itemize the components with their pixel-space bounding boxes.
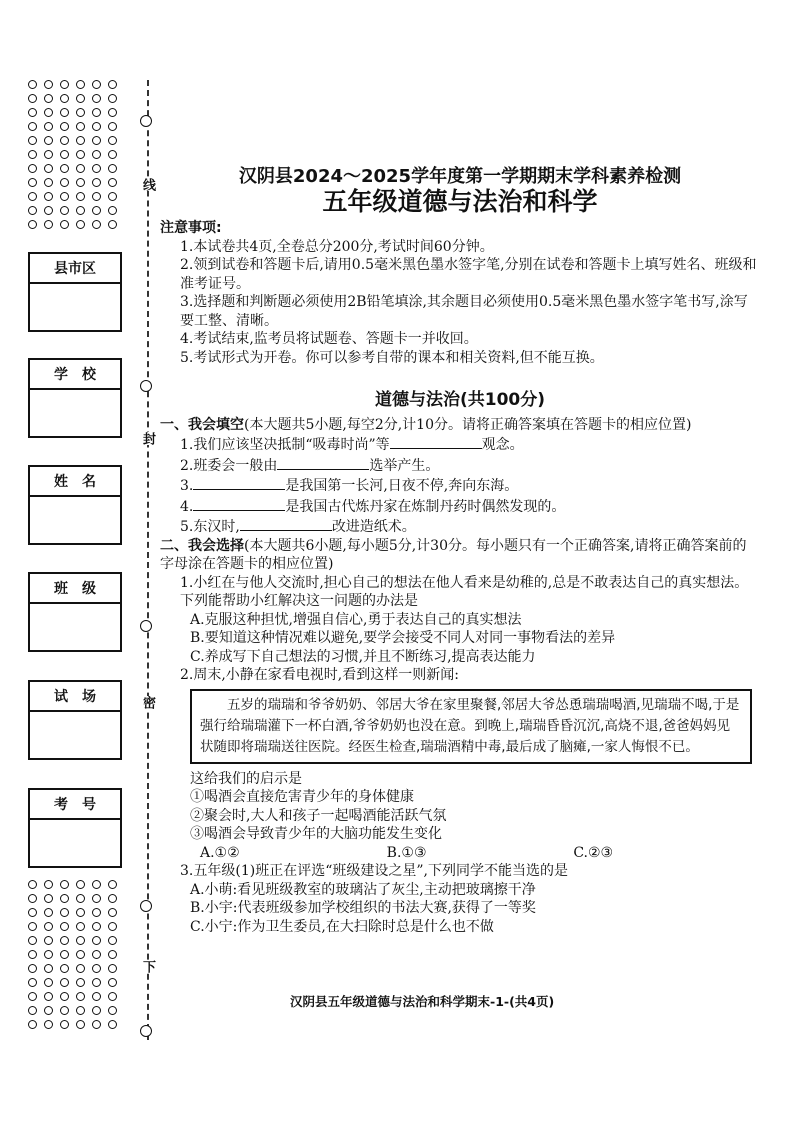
- binding-label-seal: 封: [137, 432, 157, 445]
- binding-dot: [92, 122, 101, 131]
- binding-dot: [44, 206, 53, 215]
- question-text: 2.班委会一般由: [180, 457, 278, 474]
- question-text: 5.东汉时,: [180, 519, 240, 535]
- binding-dot: [28, 108, 37, 117]
- binding-dot: [44, 122, 53, 131]
- binding-dot: [108, 936, 117, 945]
- binding-dot: [60, 936, 69, 945]
- fill-question-2: [160, 455, 760, 476]
- binding-dot: [28, 992, 37, 1001]
- binding-dot: [108, 220, 117, 229]
- answer-blank[interactable]: [240, 516, 332, 531]
- binding-dot: [92, 164, 101, 173]
- notice-item: 3.选择题和判断题必须使用2B铅笔填涂,其余题目必须使用0.5毫米黑色墨水签字笔书写,涂写要工整、清晰。: [180, 294, 748, 329]
- binding-dot: [92, 220, 101, 229]
- binding-dot: [28, 880, 37, 889]
- fill-question-5: [160, 516, 760, 537]
- info-box-label: 班 级: [30, 574, 120, 604]
- binding-dot: [28, 964, 37, 973]
- choice-option[interactable]: C.养成写下自己想法的习惯,并且不断练习,提高表达能力: [190, 648, 536, 665]
- info-box-exam-number[interactable]: [28, 788, 122, 868]
- binding-dot: [28, 978, 37, 987]
- binding-dot: [28, 164, 37, 173]
- info-box-label: 县市区: [30, 254, 120, 284]
- notice-item: 1.本试卷共4页,全卷总分200分,考试时间60分钟。: [180, 238, 494, 255]
- binding-cut-line: [147, 80, 149, 1040]
- binding-dot: [44, 992, 53, 1001]
- binding-circle-mark: [140, 620, 152, 632]
- binding-dot: [76, 150, 85, 159]
- binding-dot: [76, 206, 85, 215]
- statement-item: ③喝酒会导致青少年的大脑功能发生变化: [190, 826, 442, 842]
- binding-label-dense: 密: [137, 696, 157, 709]
- question-text: 改进造纸术。: [331, 519, 416, 535]
- binding-dot: [92, 922, 101, 931]
- binding-dot: [60, 1020, 69, 1029]
- binding-dot: [44, 164, 53, 173]
- info-box-school[interactable]: [28, 358, 122, 438]
- binding-dot: [76, 978, 85, 987]
- choice-option[interactable]: B.要知道这种情况难以避免,要学会接受不同人对同一事物看法的差异: [190, 630, 616, 646]
- binding-dot: [60, 922, 69, 931]
- binding-dot: [60, 94, 69, 103]
- binding-label-bottom: 下: [137, 960, 157, 973]
- binding-dot: [76, 908, 85, 917]
- binding-dot: [108, 908, 117, 917]
- binding-dot: [60, 894, 69, 903]
- binding-dot: [108, 122, 117, 131]
- part1-heading: 一、我会填空: [160, 416, 244, 433]
- binding-dot: [92, 978, 101, 987]
- notice-item: 4.考试结束,监考员将试题卷、答题卡一并收回。: [180, 331, 478, 347]
- binding-dot: [92, 94, 101, 103]
- binding-dot: [108, 964, 117, 973]
- binding-dot: [44, 178, 53, 187]
- part2-heading: 二、我会选择: [160, 537, 244, 554]
- binding-dot: [108, 94, 117, 103]
- question-text: 4.: [180, 498, 194, 515]
- question-text: 3.: [180, 478, 194, 494]
- binding-dot: [76, 192, 85, 201]
- exam-title: 汉阴县2024～2025学年度第一学期期末学科素养检测: [238, 166, 682, 187]
- binding-dot: [92, 150, 101, 159]
- binding-dot-pattern-top: [28, 80, 120, 232]
- binding-dot: [44, 150, 53, 159]
- notice-item: 2.领到试卷和答题卡后,请用0.5毫米黑色墨水签字笔,分别在试卷和答题卡上填写姓名、班级和准考证号。: [180, 257, 757, 292]
- binding-dot: [28, 94, 37, 103]
- binding-dot: [76, 1020, 85, 1029]
- binding-dot: [92, 178, 101, 187]
- binding-dot: [28, 150, 37, 159]
- binding-dot: [92, 1006, 101, 1015]
- answer-blank[interactable]: [193, 475, 285, 490]
- question-text: 1.我们应该坚决抵制“吸毒时尚”等: [180, 437, 390, 453]
- notice-item: 5.考试形式为开卷。你可以参考自带的课本和相关资料,但不能互换。: [180, 349, 604, 366]
- binding-dot: [108, 178, 117, 187]
- binding-dot: [108, 192, 117, 201]
- binding-dot: [76, 992, 85, 1001]
- binding-dot: [44, 950, 53, 959]
- binding-dot: [44, 1020, 53, 1029]
- binding-dot: [92, 964, 101, 973]
- choice-option[interactable]: C.小宁:作为卫生委员,在大扫除时总是什么也不做: [190, 918, 494, 935]
- binding-circle-mark: [140, 380, 152, 392]
- binding-dot: [108, 108, 117, 117]
- binding-dot: [108, 164, 117, 173]
- binding-dot: [76, 880, 85, 889]
- binding-dot: [92, 950, 101, 959]
- info-box-county[interactable]: [28, 252, 122, 332]
- info-box-exam-room[interactable]: [28, 680, 122, 760]
- binding-dot: [60, 178, 69, 187]
- part2-heading-line: [160, 537, 760, 574]
- binding-dot: [44, 894, 53, 903]
- binding-circle-mark: [140, 900, 152, 912]
- binding-dot: [44, 80, 53, 89]
- binding-dot: [44, 880, 53, 889]
- exam-content: [160, 168, 760, 936]
- part2-instructions: (本大题共6小题,每小题5分,计30分。每小题只有一个正确答案,请将正确答案前的字母涂在答题卡的相应位置): [160, 537, 747, 572]
- question-text: 是我国第一长河,日夜不停,奔向东海。: [285, 478, 519, 494]
- binding-dot: [92, 192, 101, 201]
- binding-dot: [92, 894, 101, 903]
- binding-dot: [76, 80, 85, 89]
- binding-dot: [60, 164, 69, 173]
- question-text: 选举产生。: [369, 457, 440, 474]
- binding-dot: [28, 1006, 37, 1015]
- binding-dot: [28, 950, 37, 959]
- binding-dot: [92, 992, 101, 1001]
- choice-question-2-stem: 2.周末,小静在家看电视时,看到这样一则新闻:: [180, 667, 459, 683]
- part1-heading-line: [160, 416, 760, 435]
- binding-dot: [92, 1020, 101, 1029]
- binding-dot: [60, 192, 69, 201]
- binding-dot: [44, 220, 53, 229]
- choice-question-1-stem: 1.小红在与他人交流时,担心自己的想法在他人看来是幼稚的,总是不敢表达自己的真实想法。下列能帮助小红解决这一问题的办法是: [180, 574, 749, 609]
- choice-option[interactable]: A.小萌:看见班级教室的玻璃沾了灰尘,主动把玻璃擦干净: [190, 881, 536, 898]
- binding-dot: [92, 206, 101, 215]
- info-box-label: 试 场: [30, 682, 120, 712]
- binding-dot: [28, 122, 37, 131]
- fill-question-3: [160, 475, 760, 496]
- choice-option[interactable]: B.①③: [386, 844, 427, 861]
- choice-option[interactable]: B.小宇:代表班级参加学校组织的书法大赛,获得了一等奖: [190, 900, 536, 916]
- binding-dot: [28, 1020, 37, 1029]
- binding-dot: [92, 108, 101, 117]
- binding-dot: [44, 978, 53, 987]
- question-lead: 这给我们的启示是: [190, 770, 302, 787]
- question-text: 是我国古代炼丹家在炼制丹药时偶然发现的。: [285, 498, 566, 515]
- binding-dot-pattern-bottom: [28, 880, 120, 1032]
- binding-dot: [44, 94, 53, 103]
- binding-dot: [60, 978, 69, 987]
- binding-dot: [28, 936, 37, 945]
- binding-dot: [44, 1006, 53, 1015]
- binding-dot: [28, 206, 37, 215]
- binding-dot: [28, 894, 37, 903]
- choice-options-row: [160, 844, 760, 863]
- binding-dot: [44, 936, 53, 945]
- choice-option[interactable]: A.①②: [200, 844, 240, 861]
- binding-dot: [60, 108, 69, 117]
- binding-dot: [108, 880, 117, 889]
- choice-option[interactable]: C.②③: [573, 844, 614, 861]
- binding-dot: [76, 220, 85, 229]
- binding-dot: [92, 80, 101, 89]
- binding-dot: [60, 1006, 69, 1015]
- binding-dot: [108, 136, 117, 145]
- binding-dot: [92, 136, 101, 145]
- binding-dot: [60, 880, 69, 889]
- binding-dot: [76, 1006, 85, 1015]
- binding-circle-mark: [140, 1025, 152, 1037]
- binding-dot: [60, 80, 69, 89]
- statement-item: ②聚会时,大人和孩子一起喝酒能活跃气氛: [190, 807, 447, 824]
- binding-dot: [44, 964, 53, 973]
- binding-dot: [60, 220, 69, 229]
- binding-circle-mark: [140, 115, 152, 127]
- binding-dot: [108, 1006, 117, 1015]
- section-title: 道德与法治(共100分): [374, 390, 546, 410]
- binding-dot: [28, 192, 37, 201]
- binding-dot: [76, 164, 85, 173]
- binding-dot: [108, 950, 117, 959]
- answer-blank[interactable]: [277, 455, 369, 470]
- info-box-label: 学 校: [30, 360, 120, 390]
- binding-dot: [28, 136, 37, 145]
- binding-dot: [60, 992, 69, 1001]
- binding-dot: [60, 964, 69, 973]
- binding-dot: [108, 978, 117, 987]
- binding-dot: [28, 922, 37, 931]
- binding-dot: [44, 908, 53, 917]
- binding-dot: [28, 908, 37, 917]
- binding-dot: [60, 950, 69, 959]
- page-footer: 汉阴县五年级道德与法治和科学期末-1-(共4页): [290, 994, 555, 1009]
- statement-item: ①喝酒会直接危害青少年的身体健康: [190, 789, 414, 805]
- fill-question-1: [160, 434, 760, 455]
- info-box-name[interactable]: [28, 465, 122, 545]
- binding-dot: [76, 950, 85, 959]
- binding-dot: [76, 136, 85, 145]
- binding-dot: [76, 936, 85, 945]
- binding-dot: [44, 108, 53, 117]
- binding-dot: [44, 922, 53, 931]
- binding-dot: [76, 178, 85, 187]
- notice-heading: 注意事项:: [160, 220, 222, 236]
- binding-dot: [108, 206, 117, 215]
- binding-dot: [44, 136, 53, 145]
- choice-question-3-stem: 3.五年级(1)班正在评选“班级建设之星”,下列同学不能当选的是: [180, 863, 568, 879]
- binding-dot: [108, 894, 117, 903]
- binding-dot: [60, 206, 69, 215]
- info-box-label: 姓 名: [30, 467, 120, 497]
- answer-blank[interactable]: [193, 496, 285, 511]
- answer-blank[interactable]: [390, 434, 482, 449]
- binding-dot: [76, 122, 85, 131]
- info-box-label: 考 号: [30, 790, 120, 820]
- binding-dot: [44, 192, 53, 201]
- binding-dot: [60, 136, 69, 145]
- binding-dot: [60, 122, 69, 131]
- binding-label-line: 线: [137, 178, 157, 191]
- binding-dot: [108, 922, 117, 931]
- fill-question-4: [160, 496, 760, 517]
- binding-dot: [28, 80, 37, 89]
- binding-dot: [108, 1020, 117, 1029]
- binding-dot: [76, 922, 85, 931]
- choice-option[interactable]: A.克服这种担忧,增强自信心,勇于表达自己的真实想法: [190, 611, 522, 628]
- binding-dot: [92, 908, 101, 917]
- subject-title: 五年级道德与法治和科学: [322, 186, 598, 216]
- binding-dot: [108, 150, 117, 159]
- news-box: 五岁的瑞瑞和爷爷奶奶、邻居大爷在家里聚餐,邻居大爷怂恿瑞瑞喝酒,见瑞瑞不喝,于是强行给瑞瑞灌下一杯白酒,爷爷奶奶也没在意。到晚上,瑞瑞昏昏沉沉,高烧不退,爸爸妈妈见状随即将瑞瑞送往医院。经医生检查,瑞瑞酒精中毒,最后成了脑瘫,一家人悔恨不已。: [190, 689, 752, 764]
- binding-dot: [60, 908, 69, 917]
- binding-dot: [108, 992, 117, 1001]
- binding-dot: [76, 94, 85, 103]
- binding-dot: [60, 150, 69, 159]
- binding-dot: [92, 880, 101, 889]
- binding-dot: [76, 894, 85, 903]
- binding-dot: [76, 964, 85, 973]
- binding-dot: [28, 220, 37, 229]
- question-text: 观念。: [481, 437, 524, 453]
- info-box-class[interactable]: [28, 572, 122, 652]
- binding-dot: [108, 80, 117, 89]
- binding-dot: [92, 936, 101, 945]
- binding-dot: [76, 108, 85, 117]
- binding-dot: [28, 178, 37, 187]
- part1-instructions: (本大题共5小题,每空2分,计10分。请将正确答案填在答题卡的相应位置): [244, 416, 692, 433]
